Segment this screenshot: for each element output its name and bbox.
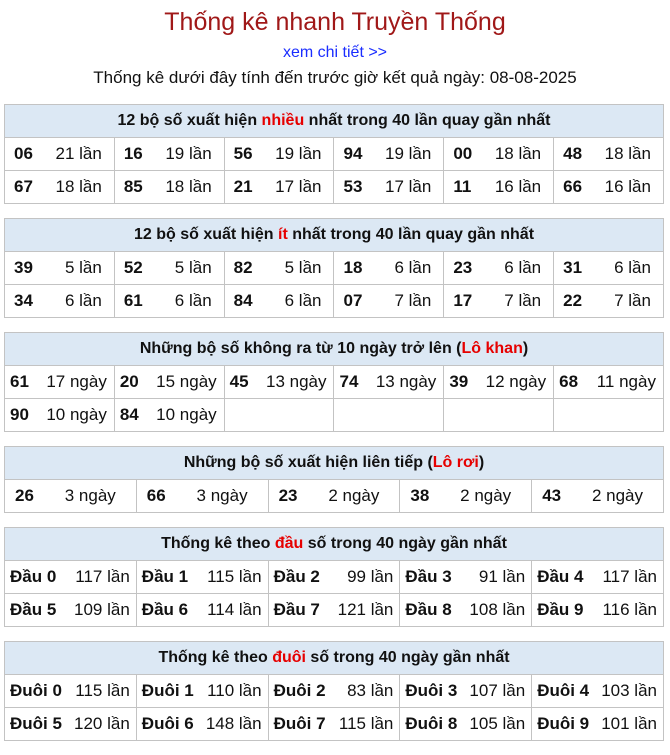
section-body xyxy=(5,480,663,512)
stat-cell xyxy=(444,285,554,317)
detail-link[interactable]: xem chi tiết >> xyxy=(282,44,388,61)
section-header-text: số trong 40 ngày gần nhất xyxy=(305,649,510,666)
section-header xyxy=(5,105,663,138)
empty-cell xyxy=(444,399,554,431)
stat-count: 115 lần xyxy=(75,681,130,700)
section-header-text: Những bộ số xuất hiện liên tiếp ( xyxy=(183,454,433,471)
stat-count: 108 lần xyxy=(469,600,526,619)
stat-cell xyxy=(334,285,444,317)
most-frequent-section xyxy=(4,104,664,204)
section-header xyxy=(5,528,663,561)
stat-count: 117 lần xyxy=(75,567,130,586)
stat-cell xyxy=(400,480,532,512)
stat-number: Đầu 9 xyxy=(537,600,584,619)
stat-count: 7 lần xyxy=(394,291,432,310)
stat-number: Đuôi 7 xyxy=(273,714,326,733)
stat-number: Đuôi 6 xyxy=(141,714,194,733)
stat-cell xyxy=(225,366,335,398)
stat-number: 21 xyxy=(233,177,253,196)
stat-count: 7 lần xyxy=(614,291,651,310)
stat-number: Đuôi 1 xyxy=(141,681,194,700)
stat-number: 31 xyxy=(563,258,583,277)
stat-row xyxy=(5,480,663,512)
stat-count: 101 lần xyxy=(601,714,657,733)
stat-cell xyxy=(5,675,137,707)
stat-number: 43 xyxy=(542,486,562,505)
stat-count: 6 lần xyxy=(614,258,651,277)
lo-khan-section xyxy=(4,332,664,432)
stat-count: 6 lần xyxy=(394,258,432,277)
stat-number: Đuôi 2 xyxy=(273,681,326,700)
stat-number: 34 xyxy=(14,291,33,310)
section-header-text: Thống kê theo xyxy=(161,535,275,552)
section-body xyxy=(5,561,663,626)
stat-number: 45 xyxy=(229,372,249,391)
stat-count: 2 ngày xyxy=(591,486,643,505)
stat-cell xyxy=(115,366,225,398)
stat-number: 61 xyxy=(123,291,143,310)
stat-cell xyxy=(532,561,663,593)
stat-number: 66 xyxy=(563,177,583,196)
stat-row xyxy=(5,366,663,398)
stat-number: 66 xyxy=(146,486,166,505)
stat-count: 15 ngày xyxy=(156,372,217,391)
section-header-text: nhất trong 40 lần quay gần nhất xyxy=(287,226,535,243)
stat-row xyxy=(5,593,663,626)
stat-cell xyxy=(532,708,663,740)
detail-link-row xyxy=(0,42,670,64)
empty-cell xyxy=(225,399,335,431)
stat-cell xyxy=(444,252,554,284)
stat-number: Đầu 7 xyxy=(273,600,320,619)
stat-count: 6 lần xyxy=(284,291,322,310)
stat-count: 6 lần xyxy=(504,258,542,277)
stat-count: 6 lần xyxy=(174,291,212,310)
stat-number: 06 xyxy=(14,144,33,163)
stat-cell xyxy=(5,366,115,398)
page-header xyxy=(0,0,670,89)
stat-count: 5 lần xyxy=(174,258,212,277)
stat-count: 7 lần xyxy=(504,291,542,310)
section-header-text: số trong 40 ngày gần nhất xyxy=(303,535,507,552)
stat-number: 23 xyxy=(453,258,473,277)
section-header-text: Những bộ số không ra từ 10 ngày trở lên ( xyxy=(139,340,462,357)
stat-number: 38 xyxy=(410,486,430,505)
stat-cell xyxy=(115,285,225,317)
stat-row xyxy=(5,138,663,170)
stat-cell xyxy=(269,480,401,512)
stat-count: 3 ngày xyxy=(64,486,116,505)
stat-count: 10 ngày xyxy=(46,405,107,424)
stat-number: 22 xyxy=(563,291,583,310)
stat-cell xyxy=(5,399,115,431)
stat-number: Đuôi 3 xyxy=(405,681,458,700)
stat-count: 2 ngày xyxy=(460,486,512,505)
stat-count: 19 lần xyxy=(275,144,322,163)
stat-count: 3 ngày xyxy=(196,486,248,505)
stat-count: 115 lần xyxy=(207,567,262,586)
stat-cell xyxy=(554,285,663,317)
stat-count: 114 lần xyxy=(207,600,262,619)
stat-cell xyxy=(137,708,269,740)
stat-count: 121 lần xyxy=(337,600,394,619)
section-header-text: 12 bộ số xuất hiện xyxy=(117,112,262,129)
stat-cell xyxy=(269,708,401,740)
stat-count: 103 lần xyxy=(601,681,657,700)
stat-count: 148 lần xyxy=(205,714,262,733)
stat-number: Đầu 6 xyxy=(141,600,189,619)
section-body xyxy=(5,675,663,740)
section-body xyxy=(5,366,663,431)
stat-cell xyxy=(137,594,269,626)
stat-number: 48 xyxy=(563,144,583,163)
section-header-text: 12 bộ số xuất hiện xyxy=(133,226,278,243)
stat-cell xyxy=(225,171,335,203)
stat-cell xyxy=(334,171,444,203)
section-header xyxy=(5,333,663,366)
stat-number: Đuôi 0 xyxy=(10,681,62,700)
stat-cell xyxy=(115,399,225,431)
stat-count: 18 lần xyxy=(494,144,542,163)
stat-number: 17 xyxy=(453,291,473,310)
stat-row xyxy=(5,170,663,203)
stat-number: 85 xyxy=(123,177,143,196)
section-header xyxy=(5,642,663,675)
stat-cell xyxy=(400,561,532,593)
stat-count: 16 lần xyxy=(604,177,651,196)
stat-cell xyxy=(554,252,663,284)
page-subtitle: Thống kê dưới đây tính đến trước giờ kết quả ngày: 08-08-2025 xyxy=(93,68,577,87)
stat-number: 39 xyxy=(449,372,469,391)
stat-cell xyxy=(269,675,401,707)
stat-cell xyxy=(5,171,115,203)
stat-number: 68 xyxy=(559,372,579,391)
stat-number: 26 xyxy=(15,486,34,505)
stat-number: 84 xyxy=(119,405,139,424)
stat-count: 107 lần xyxy=(469,681,526,700)
stat-cell xyxy=(137,675,269,707)
section-header xyxy=(5,219,663,252)
stat-number: Đầu 4 xyxy=(537,567,584,586)
stat-count: 5 lần xyxy=(64,258,102,277)
section-header-text: nhất trong 40 lần quay gần nhất xyxy=(304,112,551,129)
stat-cell xyxy=(554,138,663,170)
stat-cell xyxy=(532,480,663,512)
stat-number: 07 xyxy=(343,291,363,310)
stat-count: 117 lần xyxy=(602,567,657,586)
stat-number: 16 xyxy=(123,144,143,163)
section-body xyxy=(5,138,663,203)
stat-count: 17 ngày xyxy=(46,372,107,391)
stat-number: 18 xyxy=(343,258,363,277)
stat-count: 10 ngày xyxy=(156,405,217,424)
section-header-highlight: nhiều xyxy=(261,112,305,129)
section-header-highlight: ít xyxy=(278,226,288,243)
lo-roi-section xyxy=(4,446,664,513)
stat-row xyxy=(5,398,663,431)
stat-cell xyxy=(532,675,663,707)
section-header-highlight: đuôi xyxy=(272,649,306,666)
stat-cell xyxy=(532,594,663,626)
stat-number: 67 xyxy=(14,177,33,196)
stat-number: 00 xyxy=(453,144,473,163)
stat-count: 105 lần xyxy=(469,714,526,733)
stat-count: 99 lần xyxy=(347,567,394,586)
stat-number: 82 xyxy=(233,258,253,277)
stat-cell xyxy=(334,138,444,170)
stat-row xyxy=(5,252,663,284)
stat-count: 21 lần xyxy=(55,144,102,163)
stat-count: 12 ngày xyxy=(485,372,547,391)
section-header-text: ) xyxy=(522,340,529,357)
stat-cell xyxy=(115,138,225,170)
stat-cell xyxy=(554,366,663,398)
stat-count: 17 lần xyxy=(275,177,322,196)
stat-cell xyxy=(5,708,137,740)
stat-cell xyxy=(444,171,554,203)
stat-number: Đuôi 5 xyxy=(10,714,62,733)
stat-count: 18 lần xyxy=(604,144,651,163)
stat-number: 94 xyxy=(343,144,363,163)
stat-cell xyxy=(5,285,115,317)
section-header-text: Thống kê theo xyxy=(158,649,273,666)
stat-cell xyxy=(137,561,269,593)
stat-count: 5 lần xyxy=(284,258,322,277)
stat-number: Đuôi 4 xyxy=(537,681,590,700)
section-header-text: ) xyxy=(478,454,485,471)
stat-count: 13 ngày xyxy=(375,372,437,391)
stat-number: 39 xyxy=(14,258,33,277)
stat-cell xyxy=(225,285,335,317)
stat-count: 19 lần xyxy=(165,144,212,163)
head-digit-section xyxy=(4,527,664,627)
stat-cell xyxy=(334,366,444,398)
stat-number: 90 xyxy=(10,405,29,424)
stats-container xyxy=(4,104,664,755)
stat-row xyxy=(5,675,663,707)
section-body xyxy=(5,252,663,317)
stat-count: 18 lần xyxy=(55,177,102,196)
section-header-highlight: Lô khan xyxy=(461,340,523,357)
stat-cell xyxy=(400,675,532,707)
stat-cell xyxy=(444,366,554,398)
stat-cell xyxy=(334,252,444,284)
section-header-highlight: đầu xyxy=(274,535,304,552)
stat-cell xyxy=(137,480,269,512)
stat-number: Đuôi 9 xyxy=(537,714,590,733)
stat-number: 74 xyxy=(339,372,359,391)
stat-number: Đầu 2 xyxy=(273,567,320,586)
stat-number: 61 xyxy=(10,372,29,391)
stat-count: 16 lần xyxy=(494,177,542,196)
stat-number: 52 xyxy=(123,258,143,277)
stat-cell xyxy=(554,171,663,203)
stat-number: 53 xyxy=(343,177,363,196)
stat-count: 83 lần xyxy=(347,681,394,700)
empty-cell xyxy=(554,399,663,431)
stat-count: 116 lần xyxy=(602,600,657,619)
stat-row xyxy=(5,284,663,317)
stat-count: 91 lần xyxy=(478,567,526,586)
stat-count: 110 lần xyxy=(207,681,262,700)
stat-cell xyxy=(400,594,532,626)
stat-row xyxy=(5,561,663,593)
stat-count: 115 lần xyxy=(338,714,394,733)
stat-cell xyxy=(115,171,225,203)
stat-cell xyxy=(5,480,137,512)
stat-count: 2 ngày xyxy=(328,486,380,505)
stat-cell xyxy=(5,138,115,170)
stat-count: 17 lần xyxy=(384,177,432,196)
stat-count: 120 lần xyxy=(74,714,130,733)
least-frequent-section xyxy=(4,218,664,318)
stat-count: 6 lần xyxy=(64,291,102,310)
page-title: Thống kê nhanh Truyền Thống xyxy=(164,8,506,36)
stat-number: 20 xyxy=(119,372,139,391)
stat-number: 56 xyxy=(233,144,253,163)
empty-cell xyxy=(334,399,444,431)
stat-number: Đầu 8 xyxy=(405,600,452,619)
stat-row xyxy=(5,707,663,740)
stat-count: 11 ngày xyxy=(596,372,656,391)
stat-number: Đuôi 8 xyxy=(405,714,458,733)
stat-cell xyxy=(269,594,401,626)
stat-cell xyxy=(400,708,532,740)
stat-cell xyxy=(225,252,335,284)
stat-number: 11 xyxy=(453,177,472,196)
stat-number: Đầu 3 xyxy=(405,567,452,586)
stat-cell xyxy=(115,252,225,284)
section-header-highlight: Lô rơi xyxy=(432,454,479,471)
stat-cell xyxy=(269,561,401,593)
tail-digit-section xyxy=(4,641,664,741)
stat-cell xyxy=(225,138,335,170)
stat-cell xyxy=(5,561,137,593)
stat-count: 19 lần xyxy=(384,144,432,163)
stat-count: 109 lần xyxy=(74,600,130,619)
stat-number: Đầu 5 xyxy=(10,600,57,619)
stat-number: 23 xyxy=(278,486,298,505)
stat-cell xyxy=(5,252,115,284)
stat-cell xyxy=(444,138,554,170)
section-header xyxy=(5,447,663,480)
stat-count: 13 ngày xyxy=(265,372,327,391)
stat-cell xyxy=(5,594,137,626)
stat-number: Đầu 0 xyxy=(10,567,57,586)
stat-number: 84 xyxy=(233,291,253,310)
stat-number: Đầu 1 xyxy=(141,567,189,586)
stat-count: 18 lần xyxy=(165,177,212,196)
